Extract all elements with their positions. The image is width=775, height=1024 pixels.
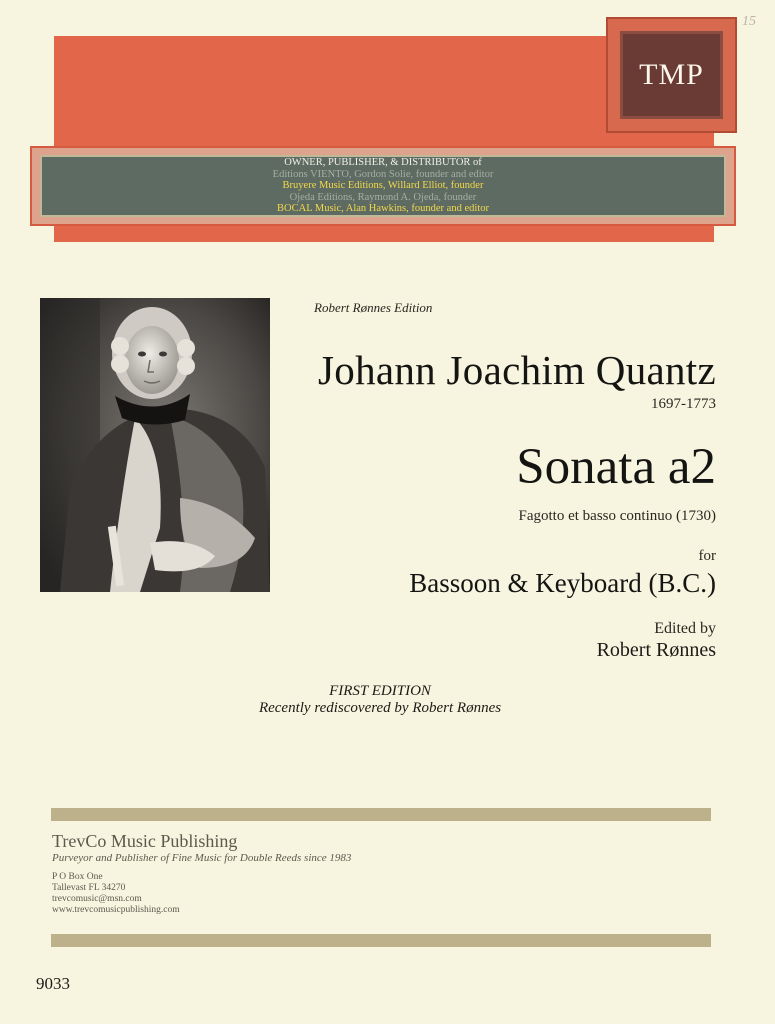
address-line: P O Box One [52,872,103,882]
publisher-logo [606,17,737,133]
instrumentation: Bassoon & Keyboard (B.C.) [409,568,716,598]
for-label: for [698,548,716,564]
divider-top [51,808,711,821]
divider-bottom [51,934,711,947]
pencil-mark: 15 [742,14,756,29]
info-line-viento: Editions VIENTO, Gordon Solie, founder and editor [272,168,494,180]
work-subtitle: Fagotto et basso continuo (1730) [518,508,716,524]
edition-label: Robert Rønnes Edition [314,300,433,315]
first-edition-note: FIRST EDITION [329,683,431,699]
info-line-bruyere: Bruyere Music Editions, Willard Elliot, founder [282,180,484,192]
catalog-number: 9033 [36,974,70,993]
address-line: Tallevast FL 34270 [52,883,126,893]
email-link[interactable]: trevcomusic@msn.com [52,894,142,904]
publisher-logo-inner [620,31,723,119]
portrait-drawing [40,298,270,592]
composer-portrait [40,298,270,592]
editor-name: Robert Rønnes [596,639,716,661]
website-link[interactable]: www.trevcomusicpublishing.com [52,905,180,915]
edition-notes [200,683,560,717]
rediscovered-note: Recently rediscovered by Robert Rønnes [258,700,502,716]
publisher-address [52,872,180,916]
publisher-tagline: Purveyor and Publisher of Fine Music for Double Reeds since 1983 [52,852,352,864]
info-line-bocal: BOCAL Music, Alan Hawkins, founder and editor [277,203,489,215]
publisher-name: TrevCo Music Publishing [52,831,238,851]
info-line-ojeda: Ojeda Editions, Raymond A. Ojeda, founder [289,191,477,203]
composer-name: Johann Joachim Quantz [318,347,716,393]
work-title: Sonata a2 [516,439,716,495]
publisher-info-panel [30,146,736,226]
composer-dates: 1697-1773 [651,396,716,412]
publisher-info-inner [40,155,726,217]
edited-by-label: Edited by [654,620,716,637]
info-line-owner: OWNER, PUBLISHER, & DISTRIBUTOR of [284,157,482,169]
logo-text: TMP [639,58,704,91]
